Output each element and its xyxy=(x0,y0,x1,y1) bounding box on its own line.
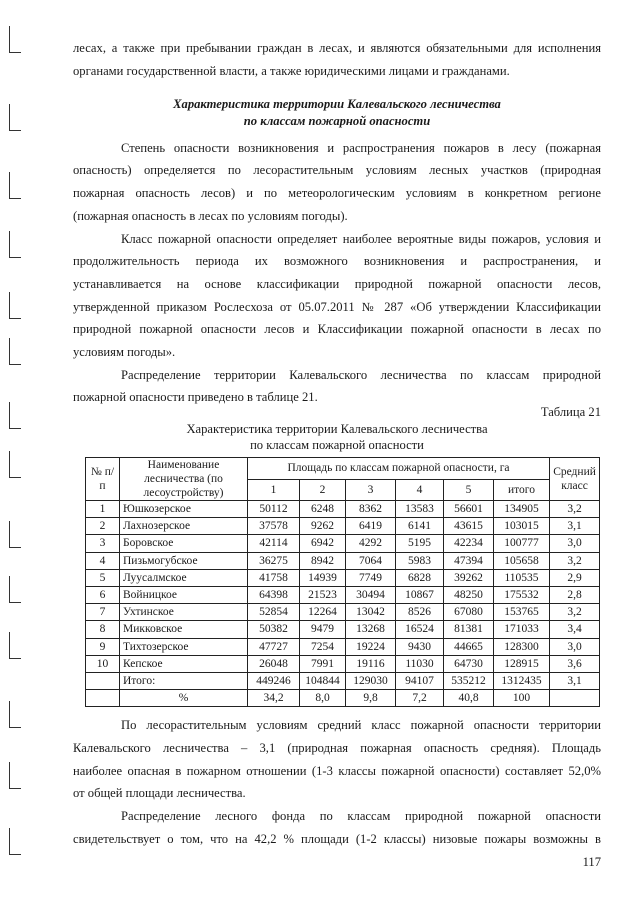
paragraph-line: продолжительность периода их возможного возникновения и распространения, и xyxy=(73,254,601,268)
intro-line: органами государственной власти, а также юридическими лицами и гражданами. xyxy=(73,64,510,78)
table-row xyxy=(86,552,600,569)
area-value: 36275 xyxy=(248,552,300,569)
total-value: 1312435 xyxy=(494,672,550,689)
total-average: 3,1 xyxy=(550,672,600,689)
row-number: 8 xyxy=(86,621,120,638)
row-number: 3 xyxy=(86,535,120,552)
area-value: 13583 xyxy=(396,501,444,518)
header-class: 5 xyxy=(444,479,494,501)
area-value: 153765 xyxy=(494,604,550,621)
percent-value: 8,0 xyxy=(300,690,346,707)
header-area: Площадь по классам пожарной опасности, га xyxy=(248,458,550,480)
page-number: 117 xyxy=(582,855,601,869)
area-value: 175532 xyxy=(494,586,550,603)
area-value: 81381 xyxy=(444,621,494,638)
intro-line: лесах, а также при пребывании граждан в лесах, и являются обязательными для исполнения xyxy=(73,41,601,55)
forestry-name: Микковское xyxy=(120,621,248,638)
percent-value: 7,2 xyxy=(396,690,444,707)
area-value: 37578 xyxy=(248,518,300,535)
header-class: 1 xyxy=(248,479,300,501)
area-value: 7064 xyxy=(346,552,396,569)
average-class: 3,2 xyxy=(550,552,600,569)
paragraph-line: Степень опасности возникновения и распространения пожаров в лесу (пожарная xyxy=(121,141,601,155)
area-value: 7991 xyxy=(300,655,346,672)
percent-value: 40,8 xyxy=(444,690,494,707)
area-value: 48250 xyxy=(444,586,494,603)
header-class: 2 xyxy=(300,479,346,501)
paragraph-line: устанавливается на основе классификации природной пожарной опасности лесов, xyxy=(73,277,601,291)
table-body xyxy=(86,501,600,707)
area-value: 13042 xyxy=(346,604,396,621)
total-value: 129030 xyxy=(346,672,396,689)
average-class: 3,0 xyxy=(550,638,600,655)
table-row xyxy=(86,501,600,518)
area-value: 56601 xyxy=(444,501,494,518)
area-value: 9479 xyxy=(300,621,346,638)
paragraph-line: наиболее опасная в пожарном отношении (1-3 классы пожарной опасности) составляет 52,0% xyxy=(73,764,601,778)
percent-value: 100 xyxy=(494,690,550,707)
area-value: 103015 xyxy=(494,518,550,535)
area-value: 14939 xyxy=(300,569,346,586)
area-value: 128300 xyxy=(494,638,550,655)
paragraph-line: условиям погоды». xyxy=(73,345,176,359)
area-value: 105658 xyxy=(494,552,550,569)
area-value: 42234 xyxy=(444,535,494,552)
row-number: 7 xyxy=(86,604,120,621)
area-value: 6141 xyxy=(396,518,444,535)
table-label: Таблица 21 xyxy=(540,405,601,419)
area-value: 6942 xyxy=(300,535,346,552)
total-value: 535212 xyxy=(444,672,494,689)
header-total: итого xyxy=(494,479,550,501)
paragraph-line: от общей площади лесничества. xyxy=(73,786,246,800)
average-class: 3,2 xyxy=(550,501,600,518)
area-value: 10867 xyxy=(396,586,444,603)
area-value: 9262 xyxy=(300,518,346,535)
header-num: № п/п xyxy=(86,458,120,501)
forestry-name: Тихтозерское xyxy=(120,638,248,655)
forestry-name: Луусалмское xyxy=(120,569,248,586)
area-value: 6419 xyxy=(346,518,396,535)
row-number: 6 xyxy=(86,586,120,603)
forestry-name: Юшкозерское xyxy=(120,501,248,518)
area-value: 19116 xyxy=(346,655,396,672)
area-value: 6828 xyxy=(396,569,444,586)
table-row xyxy=(86,638,600,655)
paragraph-line: По лесорастительным условиям средний класс пожарной опасности территории xyxy=(121,718,601,732)
area-value: 50382 xyxy=(248,621,300,638)
row-number: 1 xyxy=(86,501,120,518)
table-row xyxy=(86,535,600,552)
paragraph-line: Распределение территории Калевальского лесничества по классам природной xyxy=(121,368,601,382)
forestry-name: Пизьмогубское xyxy=(120,552,248,569)
area-value: 12264 xyxy=(300,604,346,621)
average-class: 3,6 xyxy=(550,655,600,672)
table-caption xyxy=(73,421,601,453)
header-class: 3 xyxy=(346,479,396,501)
area-value: 16524 xyxy=(396,621,444,638)
section-heading-line: по классам пожарной опасности xyxy=(243,114,431,128)
percent-empty xyxy=(550,690,600,707)
area-value: 47394 xyxy=(444,552,494,569)
paragraph-line: пожарной опасности приведено в таблице 21. xyxy=(73,390,318,404)
section-heading xyxy=(73,96,601,130)
area-value: 43615 xyxy=(444,518,494,535)
area-value: 5983 xyxy=(396,552,444,569)
area-value: 26048 xyxy=(248,655,300,672)
header-avg: Средний класс xyxy=(550,458,600,501)
area-value: 52854 xyxy=(248,604,300,621)
paragraph-line: утвержденной приказом Рослесхоза от 05.07.2011 № 287 «Об утверждении Классификации xyxy=(73,300,601,314)
paragraph-line: пожарная опасность лесов) и по метеорологическим условиям в конкретном регионе xyxy=(73,186,601,200)
total-row xyxy=(86,672,600,689)
total-value: 449246 xyxy=(248,672,300,689)
area-value: 39262 xyxy=(444,569,494,586)
table-row xyxy=(86,569,600,586)
total-value: 104844 xyxy=(300,672,346,689)
row-number: 10 xyxy=(86,655,120,672)
area-value: 128915 xyxy=(494,655,550,672)
average-class: 3,1 xyxy=(550,518,600,535)
area-value: 7254 xyxy=(300,638,346,655)
area-value: 67080 xyxy=(444,604,494,621)
forestry-name: Кепское xyxy=(120,655,248,672)
header-name: Наименование лесничества (по лесоустройству) xyxy=(120,458,248,501)
area-value: 44665 xyxy=(444,638,494,655)
total-value: 94107 xyxy=(396,672,444,689)
table-row xyxy=(86,586,600,603)
average-class: 2,8 xyxy=(550,586,600,603)
paragraph-line: природной пожарной опасности лесов и Классификации пожарной опасности в лесах по xyxy=(73,322,601,336)
forestry-name: Войницкое xyxy=(120,586,248,603)
paragraph-line: Класс пожарной опасности определяет наиболее вероятные виды пожаров, условия и xyxy=(121,232,601,246)
average-class: 3,4 xyxy=(550,621,600,638)
area-value: 21523 xyxy=(300,586,346,603)
total-label: Итого: xyxy=(120,672,248,689)
area-value: 42114 xyxy=(248,535,300,552)
row-number-empty xyxy=(86,690,120,707)
forestry-name: Лахнозерское xyxy=(120,518,248,535)
percent-value: 34,2 xyxy=(248,690,300,707)
area-value: 4292 xyxy=(346,535,396,552)
area-value: 41758 xyxy=(248,569,300,586)
binding-marks xyxy=(0,0,30,905)
table-row xyxy=(86,621,600,638)
row-number: 5 xyxy=(86,569,120,586)
area-value: 47727 xyxy=(248,638,300,655)
table-row xyxy=(86,518,600,535)
average-class: 3,0 xyxy=(550,535,600,552)
area-value: 13268 xyxy=(346,621,396,638)
area-value: 9430 xyxy=(396,638,444,655)
paragraph-line: Распределение лесного фонда по классам природной пожарной опасности xyxy=(121,809,601,823)
section-heading-line: Характеристика территории Калевальского лесничества xyxy=(173,97,501,111)
area-value: 7749 xyxy=(346,569,396,586)
area-value: 64730 xyxy=(444,655,494,672)
percent-label: % xyxy=(120,690,248,707)
area-value: 134905 xyxy=(494,501,550,518)
fire-danger-table xyxy=(85,457,600,707)
area-value: 11030 xyxy=(396,655,444,672)
area-value: 50112 xyxy=(248,501,300,518)
forestry-name: Ухтинское xyxy=(120,604,248,621)
area-value: 8526 xyxy=(396,604,444,621)
paragraph-line: Калевальского лесничества – 3,1 (природная пожарная опасность средняя). Площадь xyxy=(73,741,601,755)
area-value: 64398 xyxy=(248,586,300,603)
header-class: 4 xyxy=(396,479,444,501)
table-row xyxy=(86,604,600,621)
area-value: 100777 xyxy=(494,535,550,552)
table-caption-line: по классам пожарной опасности xyxy=(250,438,424,452)
average-class: 3,2 xyxy=(550,604,600,621)
area-value: 110535 xyxy=(494,569,550,586)
table-row xyxy=(86,655,600,672)
area-value: 8362 xyxy=(346,501,396,518)
area-value: 5195 xyxy=(396,535,444,552)
paragraph-line: опасность) определяется по лесорастительным условиям лесных участков (природная xyxy=(73,163,601,177)
area-value: 6248 xyxy=(300,501,346,518)
area-value: 19224 xyxy=(346,638,396,655)
table-caption-line: Характеристика территории Калевальского лесничества xyxy=(186,422,488,436)
area-value: 30494 xyxy=(346,586,396,603)
row-number-empty xyxy=(86,672,120,689)
area-value: 8942 xyxy=(300,552,346,569)
paragraph-line: свидетельствует о том, что на 42,2 % площади (1-2 классы) низовые пожары возможны в xyxy=(73,832,601,846)
area-value: 171033 xyxy=(494,621,550,638)
row-number: 2 xyxy=(86,518,120,535)
average-class: 2,9 xyxy=(550,569,600,586)
paragraph-line: (пожарная опасность в лесах по условиям погоды). xyxy=(73,209,348,223)
row-number: 4 xyxy=(86,552,120,569)
forestry-name: Боровское xyxy=(120,535,248,552)
percent-row xyxy=(86,690,600,707)
row-number: 9 xyxy=(86,638,120,655)
percent-value: 9,8 xyxy=(346,690,396,707)
